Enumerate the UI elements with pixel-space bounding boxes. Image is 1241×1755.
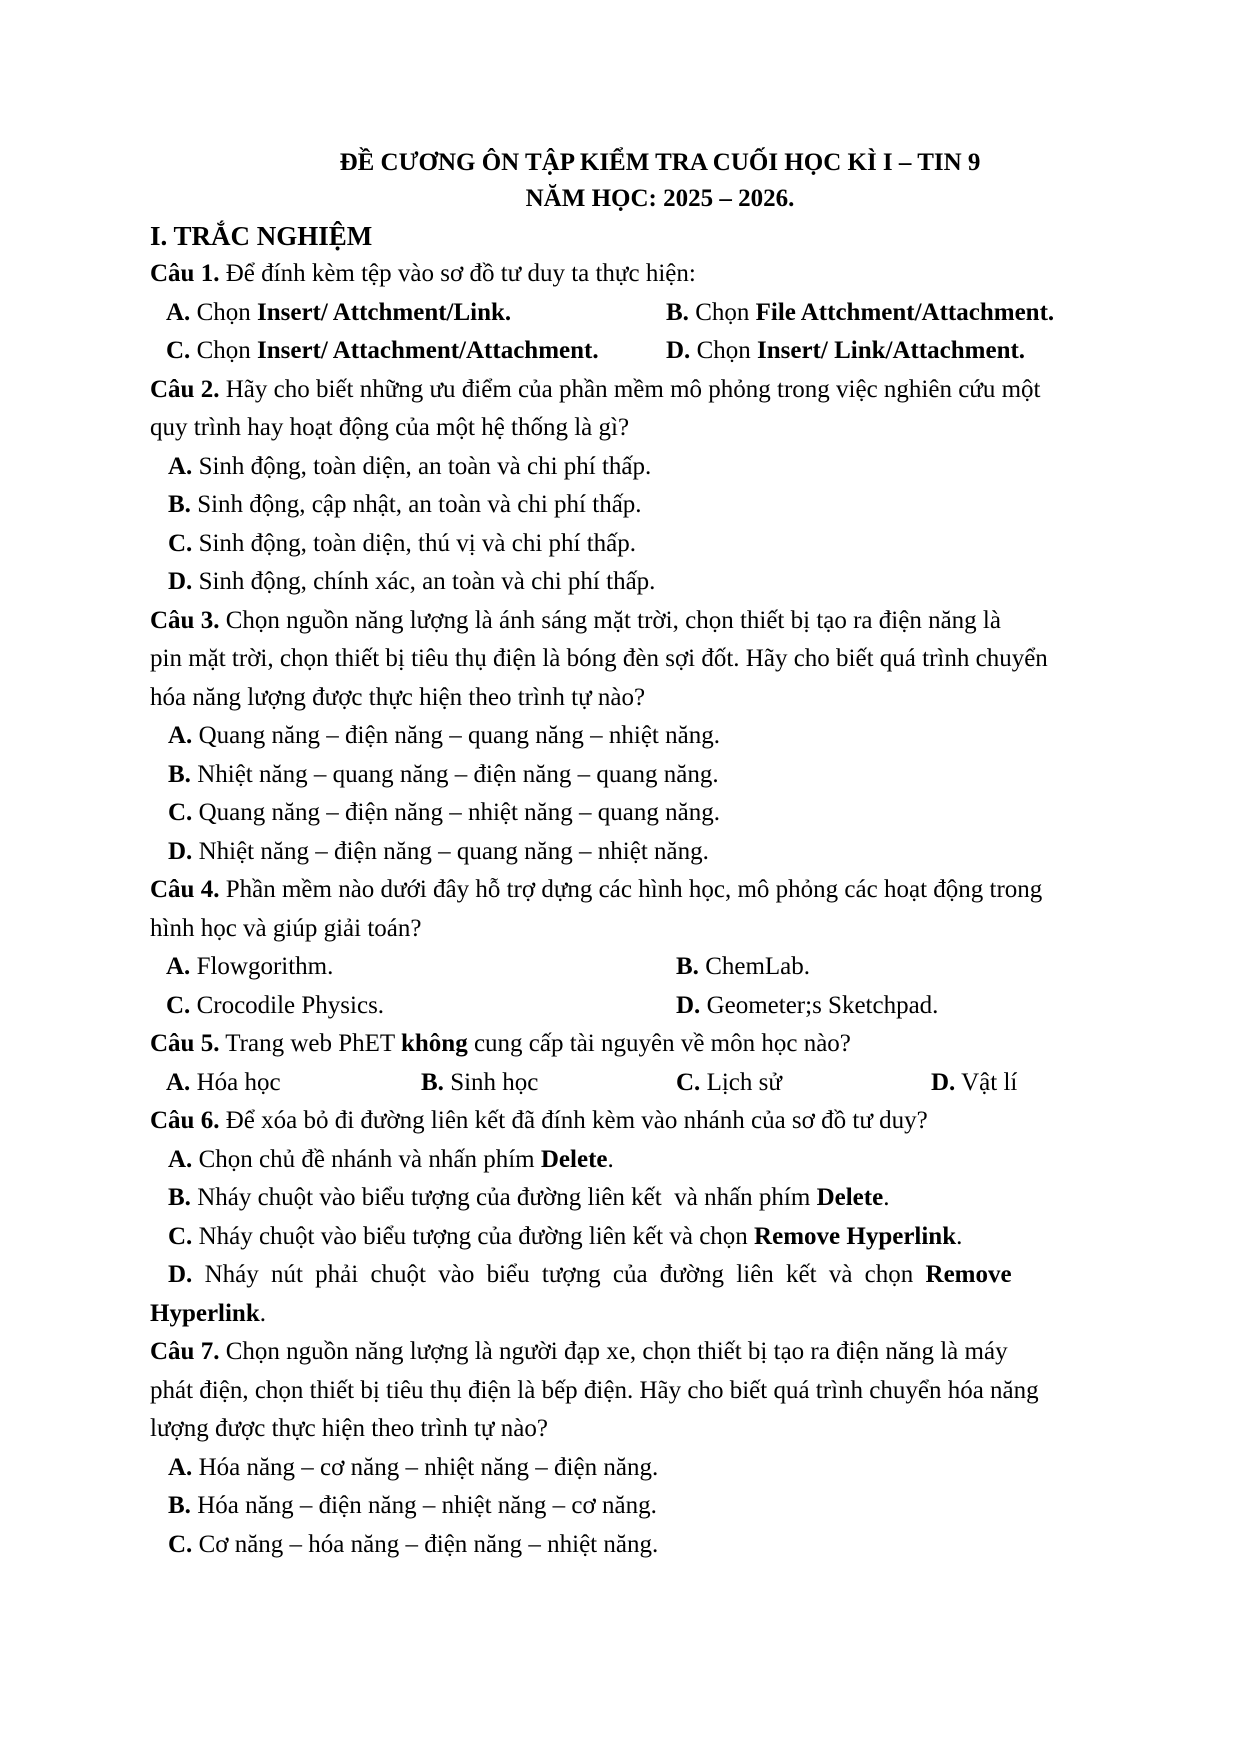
option-a: [166, 1064, 421, 1103]
option-text: Sinh học: [443, 1068, 539, 1096]
question-2-option-b: [150, 486, 1170, 525]
option-text: Geometer;s Sketchpad.: [700, 991, 939, 1019]
document-title-line1: ĐỀ CƯƠNG ÔN TẬP KIỂM TRA CUỐI HỌC KÌ I – TIN 9: [339, 149, 981, 176]
option-text: Flowgorithm.: [190, 953, 334, 980]
option-text: Vật lí: [955, 1068, 1018, 1096]
option-text: Sinh động, toàn diện, thú vị và chi phí thấp.: [192, 529, 637, 557]
question-3-option-d: [150, 833, 1170, 872]
option-c: [676, 1064, 931, 1103]
option-bold-text: Remove: [925, 1261, 1012, 1288]
option-bold-text: Insert/ Attachment/Attachment.: [257, 337, 599, 364]
option-label: A.: [166, 953, 191, 980]
option-text: Nháy nút phải chuột vào biểu tượng của đường liên kết và chọn: [192, 1261, 926, 1288]
document-page: [150, 145, 1170, 1564]
option-text: Chọn: [190, 298, 257, 326]
question-text: lượng được thực hiện theo trình tự nào?: [150, 1415, 548, 1442]
option-text: .: [607, 1145, 614, 1173]
option-label: B.: [168, 1184, 191, 1211]
question-text: pin mặt trời, chọn thiết bị tiêu thụ điện là bóng đèn sợi đốt. Hãy cho biết quá trình chuyển: [150, 645, 1048, 672]
option-label: B.: [168, 1492, 191, 1519]
option-label: A.: [166, 298, 191, 326]
option-label: C.: [168, 1222, 193, 1250]
option-text: Quang năng – điện năng – quang năng – nhiệt năng.: [192, 722, 720, 749]
section-title: I. TRẮC NGHIỆM: [150, 221, 373, 251]
option-d: [666, 332, 1025, 371]
option-label: B.: [168, 760, 191, 788]
option-label: C.: [166, 337, 191, 364]
option-text: Chọn chủ đề nhánh và nhấn phím: [192, 1145, 541, 1173]
question-text: Để đính kèm tệp vào sơ đồ tư duy ta thực hiện:: [219, 260, 696, 287]
option-label: D.: [168, 1261, 193, 1288]
question-bold-text: không: [400, 1030, 468, 1057]
document-title-line2: NĂM HỌC: 2025 – 2026.: [525, 185, 795, 212]
option-a: [166, 948, 676, 987]
question-6-option-c: [150, 1218, 1170, 1257]
question-4-options-row1: [150, 948, 1170, 987]
option-label: A.: [168, 452, 193, 480]
option-text: Quang năng – điện năng – nhiệt năng – quang năng.: [192, 799, 720, 826]
question-label: Câu 1.: [150, 260, 220, 287]
question-3-option-b: [150, 756, 1170, 795]
option-label: B.: [421, 1068, 444, 1096]
option-b: [676, 948, 810, 987]
option-text: ChemLab.: [698, 953, 811, 980]
question-5-options-row: [150, 1064, 1170, 1103]
question-7-stem: [150, 1333, 1170, 1449]
option-label: D.: [168, 837, 193, 865]
question-1-stem: [150, 255, 1170, 294]
question-3-option-c: [150, 794, 1170, 833]
option-text: Hóa năng – cơ năng – nhiệt năng – điện năng.: [192, 1453, 659, 1481]
option-label: C.: [168, 799, 193, 826]
option-text: Sinh động, cập nhật, an toàn và chi phí thấp.: [190, 491, 642, 518]
question-text: Chọn nguồn năng lượng là người đạp xe, chọn thiết bị tạo ra điện năng là máy: [219, 1338, 1008, 1365]
question-7-option-b: [150, 1487, 1170, 1526]
option-label: B.: [676, 953, 699, 980]
option-label: A.: [166, 1068, 191, 1096]
question-7-option-c: [150, 1526, 1170, 1565]
option-label: C.: [168, 529, 193, 557]
option-c: [166, 987, 676, 1026]
question-4-stem: [150, 871, 1170, 948]
question-6-option-d: [150, 1256, 1170, 1295]
option-bold-text: Hyperlink: [150, 1299, 260, 1327]
question-text: quy trình hay hoạt động của một hệ thống là gì?: [150, 414, 630, 441]
option-label: D.: [168, 568, 193, 595]
option-text: Nháy chuột vào biểu tượng của đường liên kết và nhấn phím: [190, 1184, 817, 1211]
option-bold-text: Remove Hyperlink: [754, 1222, 957, 1250]
question-5-stem: [150, 1025, 1170, 1064]
question-text: Chọn nguồn năng lượng là ánh sáng mặt trời, chọn thiết bị tạo ra điện năng là: [219, 606, 1001, 634]
question-3-stem: [150, 602, 1170, 718]
question-6-option-a: [150, 1141, 1170, 1180]
option-text: Chọn: [690, 337, 757, 364]
question-text: hóa năng lượng được thực hiện theo trình tự nào?: [150, 683, 646, 711]
option-label: C.: [166, 991, 191, 1019]
option-d: [676, 987, 938, 1026]
option-label: C.: [168, 1530, 193, 1558]
question-text: Để xóa bỏ đi đường liên kết đã đính kèm vào nhánh của sơ đồ tư duy?: [219, 1107, 928, 1134]
question-text: Hãy cho biết những ưu điểm của phần mềm mô phỏng trong việc nghiên cứu một: [219, 375, 1041, 403]
question-2-stem: [150, 371, 1170, 448]
option-label: A.: [168, 1145, 193, 1173]
option-text: Nháy chuột vào biểu tượng của đường liên kết và chọn: [192, 1222, 755, 1250]
option-d: [931, 1064, 1017, 1103]
option-label: C.: [676, 1068, 701, 1096]
question-1-options-row2: [150, 332, 1170, 371]
question-label: Câu 5.: [150, 1030, 220, 1057]
option-text: .: [883, 1184, 890, 1211]
question-2-option-c: [150, 525, 1170, 564]
option-text: Sinh động, toàn diện, an toàn và chi phí thấp.: [192, 452, 652, 480]
option-a: [166, 294, 666, 333]
option-bold-text: Delete: [816, 1184, 884, 1211]
option-bold-text: Insert/ Link/Attachment.: [757, 337, 1026, 364]
option-b: [421, 1064, 676, 1103]
option-c: [166, 332, 666, 371]
option-text: .: [259, 1299, 266, 1327]
option-label: D.: [676, 991, 701, 1019]
question-text: cung cấp tài nguyên về môn học nào?: [467, 1030, 851, 1057]
option-text: Crocodile Physics.: [190, 991, 385, 1019]
question-text: Trang web PhET: [219, 1030, 401, 1057]
option-text: Cơ năng – hóa năng – điện năng – nhiệt năng.: [192, 1530, 659, 1558]
option-bold-text: Insert/ Attchment/Link.: [257, 298, 512, 326]
option-b: [666, 294, 1054, 333]
question-6-stem: [150, 1102, 1170, 1141]
question-1-options-row1: [150, 294, 1170, 333]
question-text: phát điện, chọn thiết bị tiêu thụ điện là bếp điện. Hãy cho biết quá trình chuyển hóa năng: [150, 1376, 1039, 1404]
question-3-option-a: [150, 717, 1170, 756]
option-label: B.: [168, 491, 191, 518]
option-label: A.: [168, 1453, 193, 1481]
option-label: B.: [666, 298, 689, 326]
question-text: Phần mềm nào dưới đây hỗ trợ dựng các hình học, mô phỏng các hoạt động trong: [219, 876, 1043, 903]
question-label: Câu 7.: [150, 1338, 220, 1365]
option-text: Sinh động, chính xác, an toàn và chi phí thấp.: [192, 568, 656, 595]
option-text: .: [956, 1222, 963, 1250]
option-text: Lịch sử: [700, 1068, 782, 1096]
option-text: Hóa học: [190, 1068, 281, 1096]
question-7-option-a: [150, 1449, 1170, 1488]
option-text: Nhiệt năng – quang năng – điện năng – quang năng.: [190, 760, 719, 788]
question-label: Câu 6.: [150, 1107, 220, 1134]
question-6-option-d-continued: [150, 1295, 1170, 1334]
option-bold-text: File Attchment/Attachment.: [755, 298, 1055, 326]
option-text: Hóa năng – điện năng – nhiệt năng – cơ năng.: [190, 1492, 657, 1519]
question-2-option-d: [150, 563, 1170, 602]
question-label: Câu 2.: [150, 375, 220, 403]
option-text: Nhiệt năng – điện năng – quang năng – nhiệt năng.: [192, 837, 709, 865]
option-label: D.: [666, 337, 691, 364]
question-text: hình học và giúp giải toán?: [150, 914, 422, 942]
option-text: Chọn: [190, 337, 257, 364]
option-label: A.: [168, 722, 193, 749]
option-label: D.: [931, 1068, 956, 1096]
question-label: Câu 3.: [150, 606, 220, 634]
question-label: Câu 4.: [150, 876, 220, 903]
option-text: Chọn: [688, 298, 756, 326]
question-6-option-b: [150, 1179, 1170, 1218]
question-4-options-row2: [150, 987, 1170, 1026]
option-bold-text: Delete: [540, 1145, 608, 1173]
question-2-option-a: [150, 448, 1170, 487]
